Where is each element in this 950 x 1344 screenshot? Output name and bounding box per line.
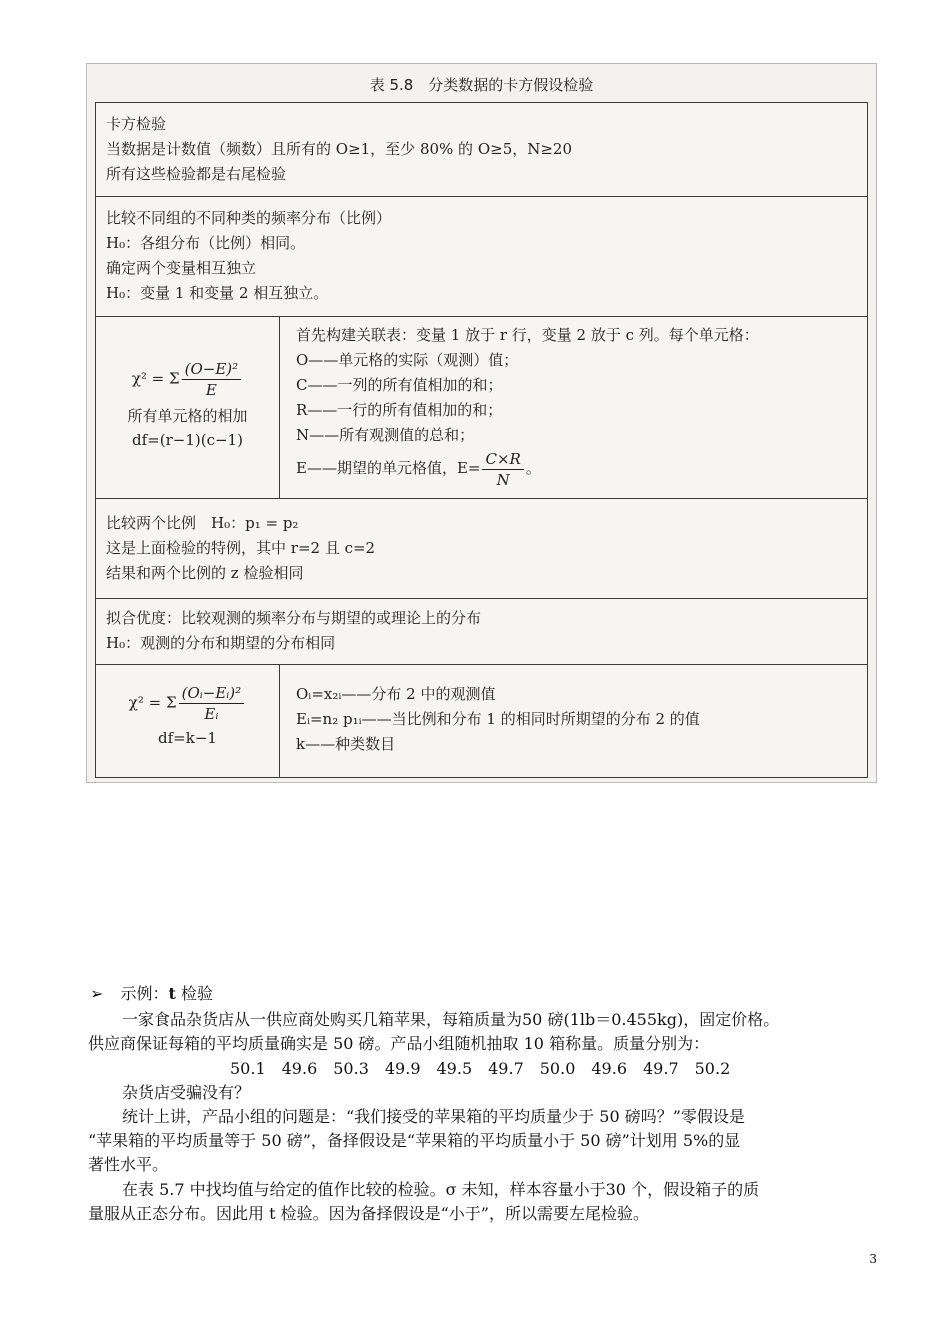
table-text-line: 首先构建关联表：变量 1 放于 r 行，变量 2 放于 c 列。每个单元格： — [296, 326, 759, 344]
table-text-line: 拟合优度：比较观测的频率分布与期望的或理论上的分布 — [106, 609, 482, 627]
formula-caption: 所有单元格的相加 — [127, 407, 248, 425]
table-text-line: 当数据是计数值（频数）且所有的 O≥1，至少 80% 的 O≥5，N≥20 — [106, 140, 573, 158]
paragraph-line: 量服从正态分布。因此用 t 检验。因为备择假设是“小于”，所以需要左尾检验。 — [88, 1204, 649, 1223]
degrees-of-freedom: df=(r−1)(c−1) — [132, 431, 243, 449]
table-text-line: O——单元格的实际（观测）值； — [296, 351, 519, 369]
table-text-line: 这是上面检验的特例，其中 r=2 且 c=2 — [106, 539, 376, 557]
paragraph-line: 一家食品杂货店从一供应商处购买几箱苹果，每箱质量为50 磅(1lb＝0.455kg)，固定价格。 — [122, 1010, 780, 1029]
table-section-contingency — [96, 317, 867, 499]
table-text-line: 确定两个变量相互独立 — [106, 259, 257, 277]
chi-square-formula: χ² = Σ $\frac{\text{(O−E)²}}{E}$ — [96, 359, 279, 400]
data-values: 50.1 49.6 50.3 49.9 49.5 49.7 50.0 49.6 49.7 50.2 — [230, 1059, 731, 1078]
paragraph-line: 著性水平。 — [88, 1155, 169, 1174]
formula-cell — [96, 317, 280, 498]
table-text-line: Eᵢ=n₂ p₁ᵢ——当比例和分布 1 的相同时所期望的分布 2 的值 — [296, 710, 700, 728]
table-text-line: C——一列的所有值相加的和； — [296, 376, 503, 394]
scanned-table-image — [86, 63, 877, 783]
table-section-fit-formula — [96, 665, 867, 777]
formula-cell — [96, 665, 280, 777]
table-section-compare-groups — [96, 197, 867, 317]
expected-value-formula: E——期望的单元格值，E= $\frac{C\times R}{N}$ 。 — [296, 449, 541, 489]
table-title: 表 5.8 分类数据的卡方假设检验 — [369, 76, 594, 94]
table-section-chi-square-intro — [96, 103, 867, 197]
paragraph-line: 在表 5.7 中找均值与给定的值作比较的检验。σ 未知，样本容量小于30 个，假设箱子的质 — [122, 1180, 760, 1199]
page-number: 3 — [869, 1252, 877, 1266]
chi-square-fit-formula: χ² = Σ $\frac{\text{(Oᵢ−Eᵢ)²}}{\text{Eᵢ}}$ — [96, 683, 279, 724]
table-text-line: H₀：观测的分布和期望的分布相同 — [106, 634, 336, 652]
table-text-line: H₀：变量 1 和变量 2 相互独立。 — [106, 284, 329, 302]
table-text-line: N——所有观测值的总和； — [296, 426, 475, 444]
table-text-line: H₀：各组分布（比例）相同。 — [106, 234, 306, 252]
table-section-two-proportions — [96, 499, 867, 599]
table-section-goodness-of-fit — [96, 599, 867, 665]
table-text-line: 比较不同组的不同种类的频率分布（比例） — [106, 209, 392, 227]
paragraph-line: 统计上讲，产品小组的问题是：“我们接受的苹果箱的平均质量少于 50 磅吗？”零假设是 — [122, 1107, 745, 1126]
degrees-of-freedom: df=k−1 — [158, 729, 217, 747]
example-heading: ➢ 示例：t 检验 — [90, 984, 213, 1003]
table-text-line: 结果和两个比例的 z 检验相同 — [106, 564, 304, 582]
paragraph-line: 供应商保证每箱的平均质量确实是 50 磅。产品小组随机抽取 10 箱称量。质量分别为： — [88, 1034, 710, 1053]
table-text-line: Oᵢ=x₂ᵢ——分布 2 中的观测值 — [296, 685, 496, 703]
table-text-line: 比较两个比例 H₀：p₁ = p₂ — [106, 514, 299, 532]
table-text-line: 所有这些检验都是右尾检验 — [106, 165, 287, 183]
bullet-arrow-icon: ➢ — [90, 984, 104, 1003]
table-text-line: 卡方检验 — [106, 115, 167, 133]
question-line: 杂货店受骗没有？ — [122, 1083, 251, 1102]
table-text-line: k——种类数目 — [296, 735, 396, 753]
table-text-line: R——一行的所有值相加的和； — [296, 401, 503, 419]
chi-square-table — [95, 102, 868, 778]
paragraph-line: “苹果箱的平均质量等于 50 磅”，备择假设是“苹果箱的平均质量小于 50 磅”计划用 5%的显 — [88, 1131, 741, 1150]
